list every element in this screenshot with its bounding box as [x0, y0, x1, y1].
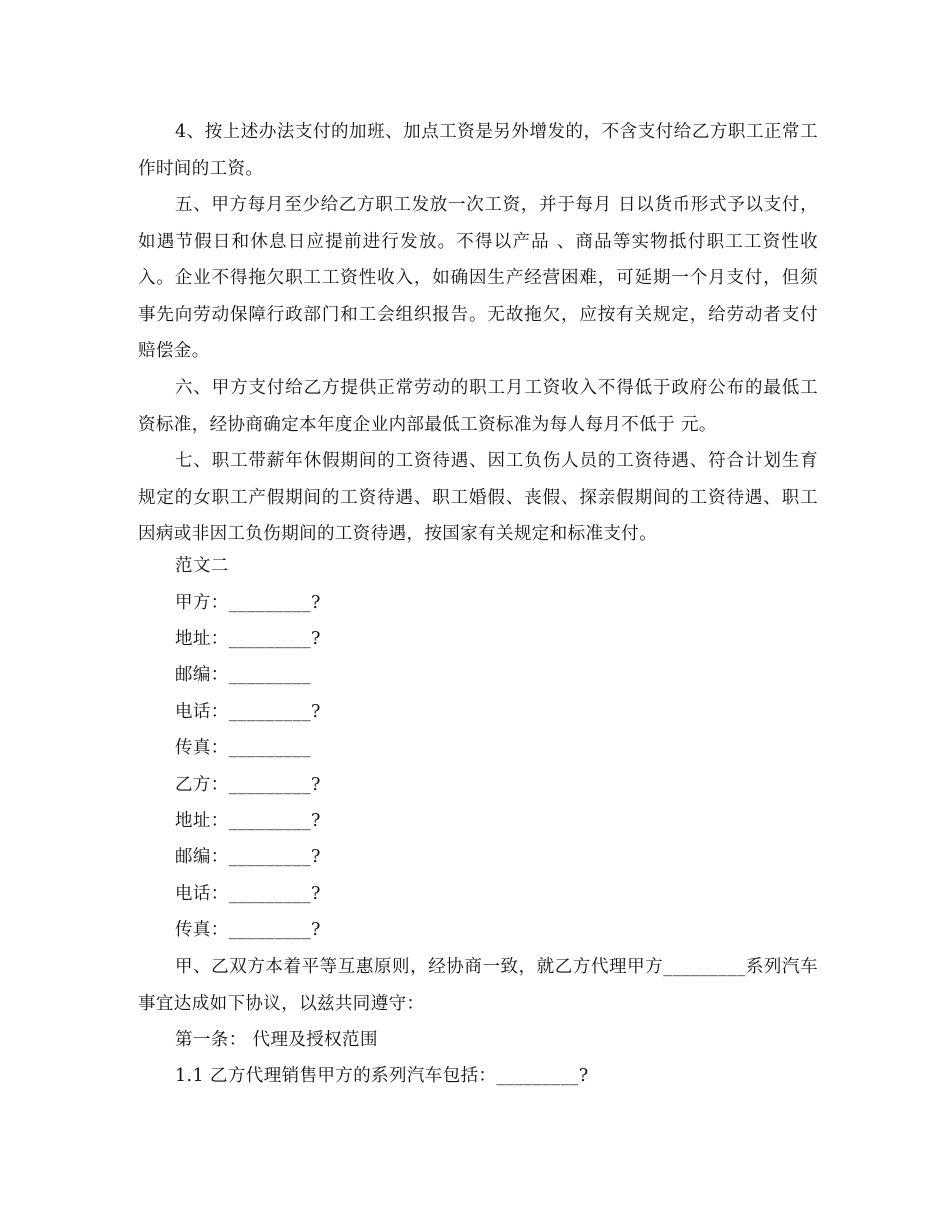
party-b-phone: 电话：_________?	[175, 884, 321, 904]
clause-1-1: 1.1 乙方代理销售甲方的系列汽车包括：_________?	[175, 1066, 589, 1086]
party-a-postcode: 邮编：_________	[175, 665, 312, 685]
party-a-phone: 电话：_________?	[175, 702, 321, 722]
party-b-postcode: 邮编：_________?	[175, 847, 321, 867]
agreement-intro: 甲、乙双方本着平等互惠原则，经协商一致，就乙方代理甲方_________系列汽车事宜达成如下协议，以兹共同遵守：	[138, 957, 818, 1014]
paragraph-leave-pay: 七、职工带薪年休假期间的工资待遇、因工负伤人员的工资待遇、符合计划生育规定的女职工产假期间的工资待遇、职工婚假、丧假、探亲假期间的工资待遇、职工因病或非因工负伤期间的工资待遇，按国家有关规定和标准支付。	[138, 451, 818, 544]
paragraph-payday: 五、甲方每月至少给乙方职工发放一次工资，并于每月 日以货币形式予以支付，如遇节假日和休息日应提前进行发放。不得以产品 、商品等实物抵付职工工资性收入。企业不得拖欠职工工资性收入，如确因生产经营困难，可延期一个月支付，但须事先向劳动保障行政部门和工会组织报告。无故拖欠，应按有关规定，给劳动者支付赔偿金。	[138, 195, 818, 361]
party-b-address: 地址：_________?	[175, 811, 321, 831]
party-a-name: 甲方：_________?	[175, 593, 321, 613]
article-1-title: 第一条： 代理及授权范围	[175, 1030, 378, 1050]
party-a-fax: 传真：_________	[175, 738, 312, 758]
paragraph-overtime-pay: 4、按上述办法支付的加班、加点工资是另外增发的，不含支付给乙方职工正常工作时间的工资。	[138, 122, 818, 179]
party-a-address: 地址：_________?	[175, 629, 321, 649]
party-b-fax: 传真：_________?	[175, 920, 321, 940]
paragraph-minimum-wage: 六、甲方支付给乙方提供正常劳动的职工月工资收入不得低于政府公布的最低工资标准，经协商确定本年度企业内部最低工资标准为每人每月不低于 元。	[138, 378, 818, 435]
party-b-name: 乙方：_________?	[175, 775, 321, 795]
sample-title: 范文二	[175, 556, 229, 576]
